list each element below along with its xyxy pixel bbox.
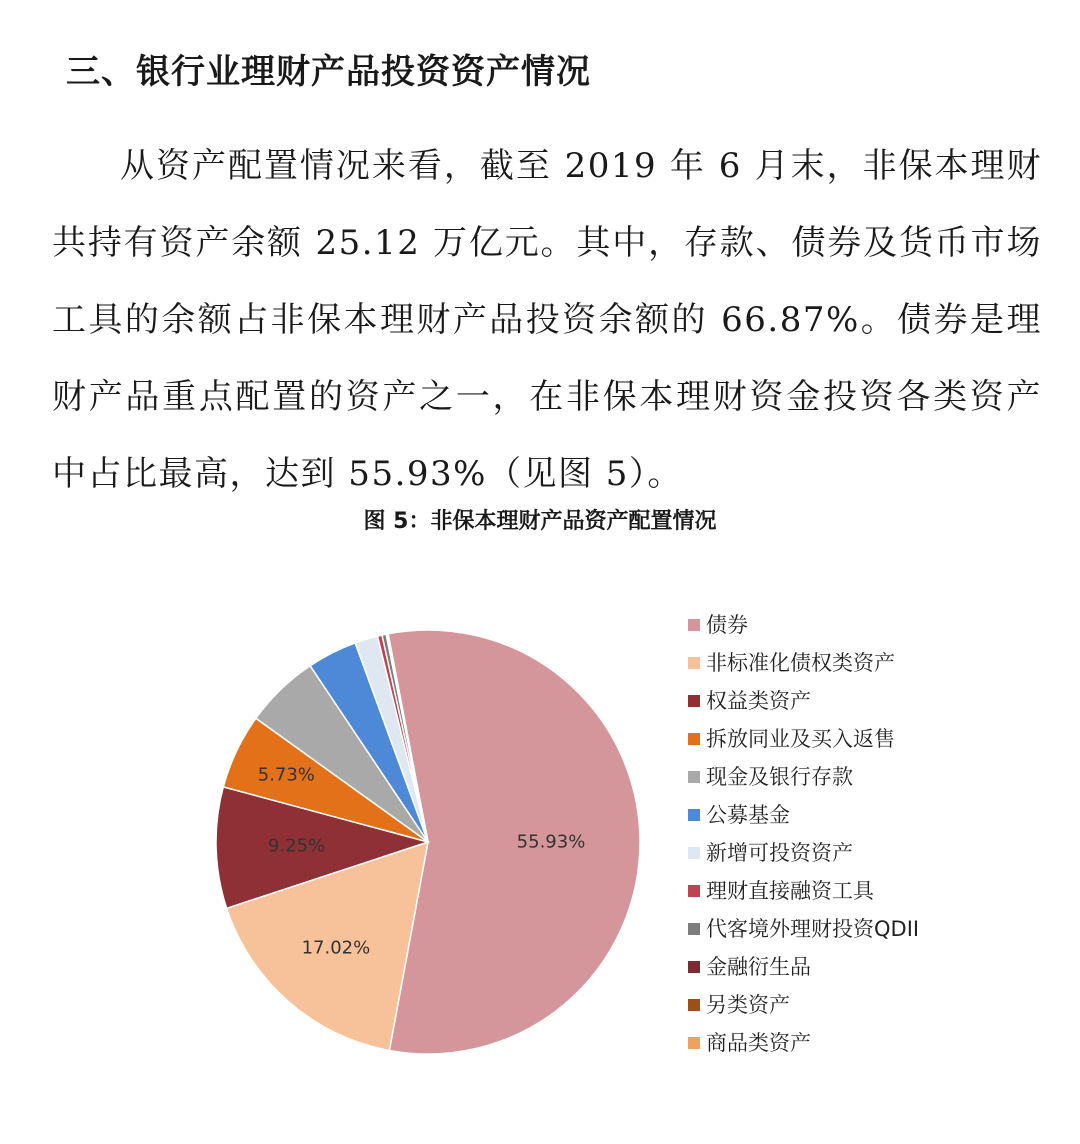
figure-title: 图 5：非保本理财产品资产配置情况 <box>363 509 717 534</box>
legend-swatch <box>688 809 700 821</box>
legend-swatch <box>688 961 700 973</box>
legend-swatch <box>688 847 700 859</box>
legend-swatch <box>688 923 700 935</box>
legend-swatch <box>688 1037 700 1049</box>
legend-label: 金融衍生品 <box>706 955 811 979</box>
legend-label: 代客境外理财投资QDII <box>706 917 920 941</box>
legend-label: 另类资产 <box>706 993 790 1017</box>
section-heading: 三、银行业理财产品投资资产情况 <box>66 52 591 92</box>
legend-swatch <box>688 999 700 1011</box>
legend-label: 权益类资产 <box>706 689 811 713</box>
legend-label: 拆放同业及买入返售 <box>706 727 895 751</box>
slice-data-label: 5.73% <box>257 764 315 786</box>
chart-legend <box>688 613 919 1055</box>
legend-label: 公募基金 <box>706 803 790 827</box>
slice-data-label: 17.02% <box>301 937 371 959</box>
legend-label: 理财直接融资工具 <box>706 879 874 903</box>
pie-chart <box>0 560 1080 1144</box>
legend-swatch <box>688 657 700 669</box>
legend-swatch <box>688 695 700 707</box>
legend-label: 新增可投资资产 <box>706 841 853 865</box>
slice-data-label: 55.93% <box>516 831 586 853</box>
pie-chart-svg <box>0 560 1080 1144</box>
slice-data-label: 9.25% <box>268 835 326 857</box>
legend-swatch <box>688 619 700 631</box>
legend-label: 债券 <box>706 613 748 637</box>
body-paragraph: 从资产配置情况来看，截至 2019 年 6 月末，非保本理财共持有资产余额 25.12 万亿元。其中，存款、债券及货币市场工具的余额占非保本理财产品投资余额的 66.87%。债券是理财产品重点配置的资产之一，在非保本理财资金投资各类资产中占比最高，达到 55.93%（见图 5）。 <box>52 146 1042 494</box>
legend-label: 商品类资产 <box>706 1031 811 1055</box>
legend-swatch <box>688 733 700 745</box>
legend-label: 非标准化债权类资产 <box>706 651 895 675</box>
legend-swatch <box>688 885 700 897</box>
legend-swatch <box>688 771 700 783</box>
legend-label: 现金及银行存款 <box>706 765 853 789</box>
